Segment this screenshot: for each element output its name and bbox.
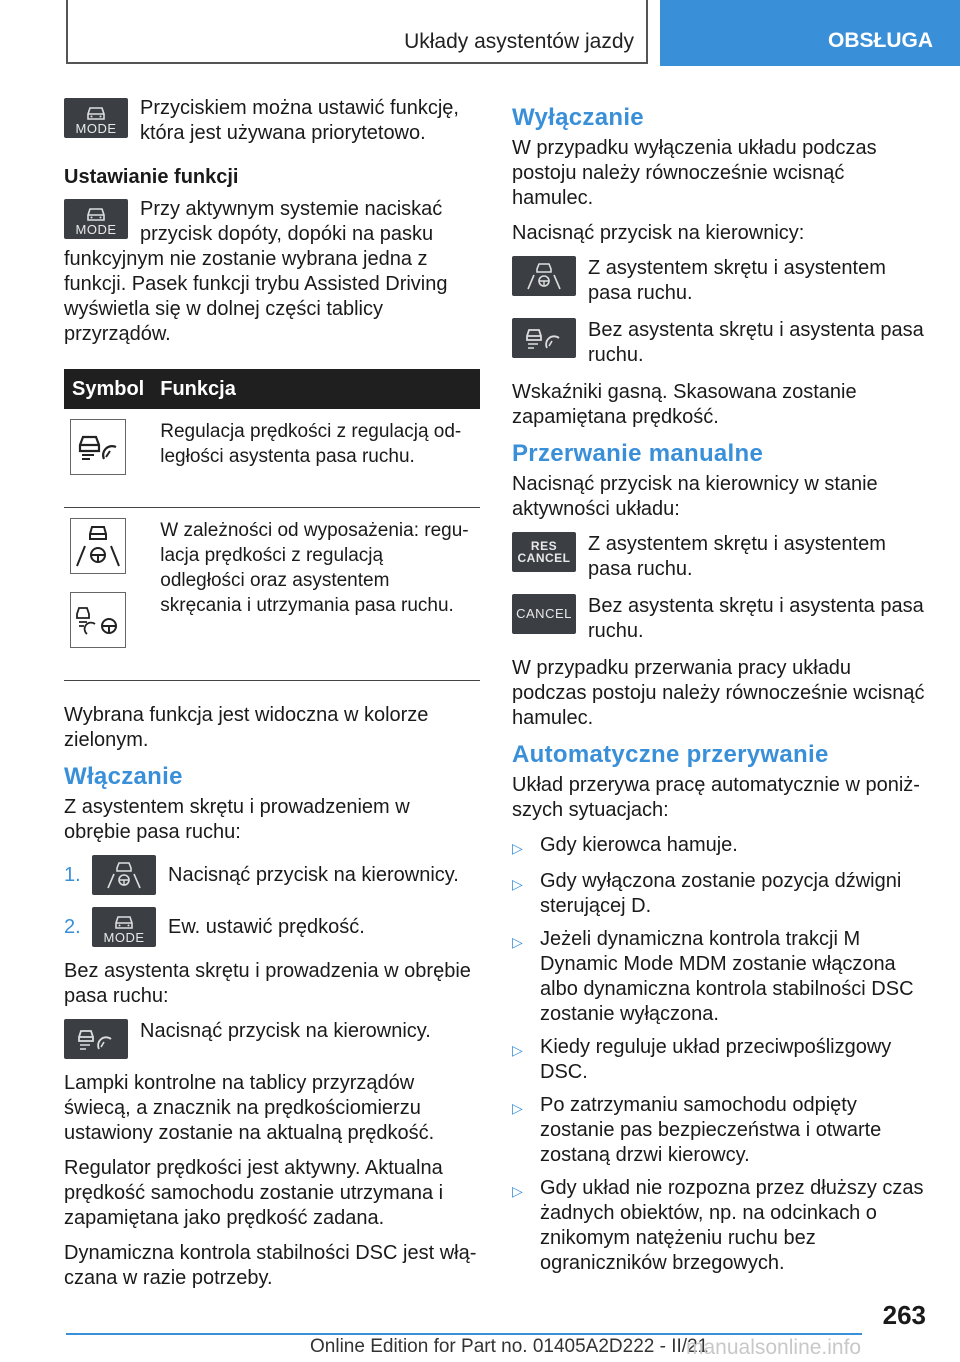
mode-button-icon: [64, 199, 128, 239]
step-number: 1.: [64, 863, 81, 886]
without-assist-text: Bez asystenta skrętu i prowadzenia w obrębie pasa ruchu:: [64, 960, 471, 1007]
paragraph-dsc: Dynamiczna kontrola stabilności DSC jest włączana w razie potrzeby.: [64, 1242, 477, 1289]
page-header: [66, 0, 960, 66]
table-row: [64, 508, 480, 681]
lane-assist-icon: [70, 518, 126, 574]
bullet-triangle-icon: ▷: [512, 876, 523, 892]
step-text: Nacisnąć przycisk na kierownicy.: [168, 863, 459, 886]
header-border-mid: [646, 0, 648, 64]
mode-button-label: MODE: [75, 121, 117, 136]
list-item: ▷ Jeżeli dynamiczna kontrola trakcji M Dynamic Mode MDM zostanie włączona albo dynamiczna kontrola stabilności DSC zostanie wyłączona.: [512, 928, 914, 1025]
manual-text-2: W przypadku przerwania pracy układu podczas postoju należy równocześnie wcisnąć hamulec.: [512, 657, 925, 729]
manual-heading: Przerwanie manualne: [512, 440, 764, 467]
steering-distance-icon: [70, 592, 126, 648]
cancel-label: CANCEL: [516, 606, 572, 621]
bullet-triangle-icon: ▷: [512, 1042, 523, 1058]
function-cell: W zależności od wyposażenia: regulacja prędkości z regulacją odległości oraz asystentem skręcania i utrzymania pasa ruchu.: [152, 508, 480, 681]
list-item: ▷ Kiedy reguluje układ przeciwpoślizgowy DSC.: [512, 1036, 892, 1083]
cancel-button-icon: [512, 594, 576, 634]
chapter-tab[interactable]: OBSŁUGA: [660, 0, 960, 66]
option-text: Bez asystenta skrętu i asystenta pasa ruchu.: [588, 319, 924, 366]
header-border-left: [66, 0, 68, 64]
option-text: Z asystentem skrętu i asystentem pasa ruchu.: [588, 257, 886, 304]
selected-function-text: Wybrana funkcja jest widoczna w kolorze zielonym.: [64, 704, 429, 751]
set-function-block: [64, 197, 480, 347]
header-border-bottom: [66, 62, 648, 64]
cancel-label: CANCEL: [517, 551, 571, 565]
car-front-icon: [113, 915, 135, 931]
off-text-1: W przypadku wyłączenia układu podczas postoju należy równocześnie wcisnąć hamulec.: [512, 137, 877, 209]
mode-button-icon: [92, 907, 156, 947]
step-1: [64, 855, 480, 895]
on-text: Z asystentem skrętu i prowadzeniem w obrębie pasa ruchu:: [64, 796, 410, 843]
mode-button-label: MODE: [103, 930, 145, 945]
distance-button-icon: [64, 1019, 128, 1059]
table-row: [64, 409, 480, 508]
car-front-icon: [85, 207, 107, 223]
press-button-text: Nacisnąć przycisk na kierownicy.: [140, 1020, 431, 1042]
bullet-triangle-icon: ▷: [512, 934, 523, 950]
symbol-table: [64, 369, 480, 681]
manual-text: Nacisnąć przycisk na kierownicy w stanie aktywności układu:: [512, 473, 878, 520]
right-column: [512, 96, 928, 1284]
step-text: Ew. ustawić prędkość.: [168, 915, 365, 938]
auto-text: Układ przerywa pracę automatycznie w poniższych sytuacjach:: [512, 774, 920, 821]
auto-conditions-list: [512, 833, 928, 1276]
lane-assist-button-icon: [512, 256, 576, 296]
option-text: Bez asystenta skrętu i asystenta pasa ruchu.: [588, 595, 924, 642]
res-cancel-button-icon: [512, 532, 576, 572]
bullet-triangle-icon: ▷: [512, 1183, 523, 1199]
set-function-text: Przy aktywnym systemie naciskać przycisk dopóty, dopóki na pasku funkcyjnym nie zostanie wybrana jedna z funkcji. Pasek funkcji trybu Assisted Driving wyświetla się w dolnej części tablicy przyrządów.: [64, 198, 448, 345]
off-text-2: Nacisnąć przycisk na kierownicy:: [512, 222, 805, 244]
manual-option-2: [512, 594, 928, 644]
off-heading: Wyłączanie: [512, 104, 644, 131]
distance-button-icon: [512, 318, 576, 358]
intro-text: Przyciskiem można ustawić funkcję, która jest używana priorytetowo.: [140, 97, 459, 144]
off-option-1: [512, 256, 928, 306]
set-function-heading: Ustawianie funkcji: [64, 166, 239, 188]
bullet-triangle-icon: ▷: [512, 840, 523, 856]
function-cell: Regulacja prędkości z regulacją odległości asystenta pasa ruchu.: [152, 409, 480, 508]
mode-button-icon: [64, 98, 128, 138]
lane-assist-button-icon: [92, 855, 156, 895]
res-label: RES: [530, 539, 558, 553]
bullet-triangle-icon: ▷: [512, 1100, 523, 1116]
mode-intro: [64, 96, 480, 146]
list-item: ▷ Po zatrzymaniu samochodu odpięty zostanie pas bezpieczeństwa i otwarte zostaną drzwi kierowcy.: [512, 1094, 882, 1166]
symbol-cell: [64, 508, 152, 681]
step-number: 2.: [64, 915, 81, 938]
function-column-header: Funkcja: [152, 369, 480, 409]
mode-button-label: MODE: [75, 222, 117, 237]
on-heading: Włączanie: [64, 763, 183, 790]
paragraph-regulator: Regulator prędkości jest aktywny. Aktualna prędkość samochodu zostanie utrzymana i zapamiętana jako prędkość zadana.: [64, 1157, 444, 1229]
paragraph-indicators: Lampki kontrolne na tablicy przyrządów świecą, a znacznik na prędkościomierzu ustawiony zostanie na aktualną prędkość.: [64, 1072, 435, 1144]
footer-edition: Online Edition for Part no. 01405A2D222 - II/21: [310, 1336, 709, 1357]
symbol-cell: [64, 409, 152, 508]
page-number: 263: [882, 1300, 926, 1330]
footer-watermark: manualsonline.info: [686, 1336, 862, 1359]
list-item: ▷ Gdy wyłączona zostanie pozycja dźwigni sterującej D.: [512, 870, 902, 917]
manual-option-1: [512, 532, 928, 582]
car-front-icon: [85, 106, 107, 122]
left-column: [64, 96, 480, 1301]
auto-heading: Automatyczne przerywanie: [512, 741, 829, 768]
footer-divider: [66, 1333, 862, 1335]
off-option-2: [512, 318, 928, 368]
option-text: Z asystentem skrętu i asystentem pasa ruchu.: [588, 533, 886, 580]
symbol-column-header: Symbol: [64, 369, 152, 409]
section-title: Układy asystentów jazdy: [404, 30, 634, 53]
press-button-row: [64, 1019, 480, 1059]
list-item: ▷ Gdy kierowca hamuje.: [512, 833, 928, 861]
distance-control-icon: [70, 419, 126, 475]
off-text-3: Wskaźniki gasną. Skasowana zostanie zapamiętana prędkość.: [512, 381, 857, 428]
list-item: ▷ Gdy układ nie rozpozna przez dłuższy czas żadnych obiektów, np. na odcinkach o znikomym natężeniu ruchu bez ograniczników brzegowych.: [512, 1177, 924, 1274]
step-2: [64, 907, 480, 947]
